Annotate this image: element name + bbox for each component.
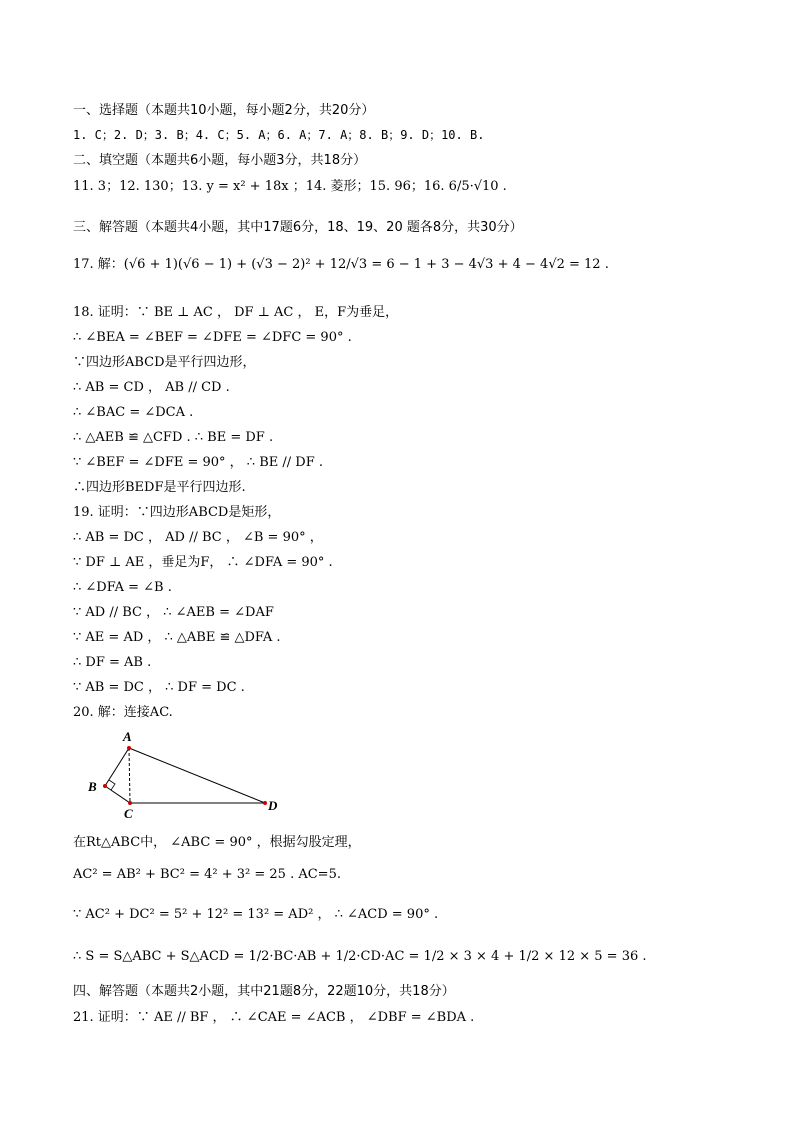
q19-line-7: ∴ DF = AB .	[73, 655, 152, 670]
q19-line-5: ∵ AD // BC ， ∴ ∠AEB = ∠DAF	[73, 605, 274, 620]
q18-line-1: 18. 证明：∵ BE ⊥ AC ， DF ⊥ AC ， E，F为垂足，	[73, 305, 399, 320]
section-3-heading: 三、解答题（本题共4小题，其中17题6分，18、19、20 题各8分，共30分）	[73, 220, 523, 235]
q20-line-4: ∴ S = S△ABC + S△ACD = 1/2·BC·AB + 1/2·CD·AC = 1/2 × 3 × 4 + 1/2 × 12 × 5 = 36 .	[73, 949, 647, 964]
figure-label-c: C	[124, 806, 133, 818]
section-4-heading: 四、解答题（本题共2小题，其中21题8分，22题10分，共18分）	[73, 984, 455, 999]
q20-intro: 20. 解：连接AC.	[73, 705, 173, 720]
q18-line-6: ∴ △AEB ≌ △CFD . ∴ BE = DF .	[73, 430, 274, 445]
q19-line-1: 19. 证明：∵四边形ABCD是矩形，	[73, 505, 281, 520]
q18-line-5: ∴ ∠BAC = ∠DCA .	[73, 405, 194, 420]
q21-line-1: 21. 证明：∵ AE // BF ， ∴ ∠CAE = ∠ACB ， ∠DBF = ∠BDA .	[73, 1010, 475, 1025]
q18-line-3: ∵四边形ABCD是平行四边形，	[73, 355, 256, 370]
q20-line-3: ∵ AC² + DC² = 5² + 12² = 13² = AD² ， ∴ ∠ACD = 90° .	[73, 907, 439, 922]
q19-line-6: ∵ AE = AD ， ∴ △ABE ≌ △DFA .	[73, 630, 281, 645]
fill-answers: 11. 3；12. 130；13. y = x² + 18x ；14. 菱形；15. 96；16. 6/5·√10 .	[73, 179, 507, 194]
section-2-heading: 二、填空题（本题共6小题，每小题3分，共18分）	[73, 153, 367, 168]
q19-line-3: ∵ DF ⊥ AE ，垂足为F， ∴ ∠DFA = 90° .	[73, 555, 333, 570]
q18-line-7: ∵ ∠BEF = ∠DFE = 90° ， ∴ BE // DF .	[73, 455, 323, 470]
q19-line-2: ∴ AB = DC ， AD // BC ， ∠B = 90° ，	[73, 530, 323, 545]
q19-line-4: ∴ ∠DFA = ∠B .	[73, 580, 172, 595]
q20-line-1: 在Rt△ABC中， ∠ABC = 90° ，根据勾股定理，	[73, 835, 361, 850]
q18-line-2: ∴ ∠BEA = ∠BEF = ∠DFE = ∠DFC = 90° .	[73, 330, 352, 345]
figure-label-d: D	[268, 798, 278, 813]
q20-figure	[80, 728, 310, 818]
q20-line-2: AC² = AB² + BC² = 4² + 3² = 25 . AC=5.	[73, 867, 341, 882]
section-1-heading: 一、选择题（本题共10小题，每小题2分，共20分）	[73, 103, 375, 118]
q18-line-4: ∴ AB = CD ， AB // CD .	[73, 380, 230, 395]
figure-label-b: B	[88, 779, 97, 794]
figure-label-a: A	[123, 729, 132, 744]
q19-line-8: ∵ AB = DC ， ∴ DF = DC .	[73, 680, 245, 695]
choice-answers: 1. C；2. D；3. B；4. C；5. A；6. A；7. A；8. B；9. D；10. B.	[73, 128, 485, 142]
q18-line-8: ∴四边形BEDF是平行四边形.	[73, 480, 246, 495]
q17-solution: 17. 解：(√6 + 1)(√6 − 1) + (√3 − 2)² + 12/√3 = 6 − 1 + 3 − 4√3 + 4 − 4√2 = 12 .	[73, 257, 609, 272]
